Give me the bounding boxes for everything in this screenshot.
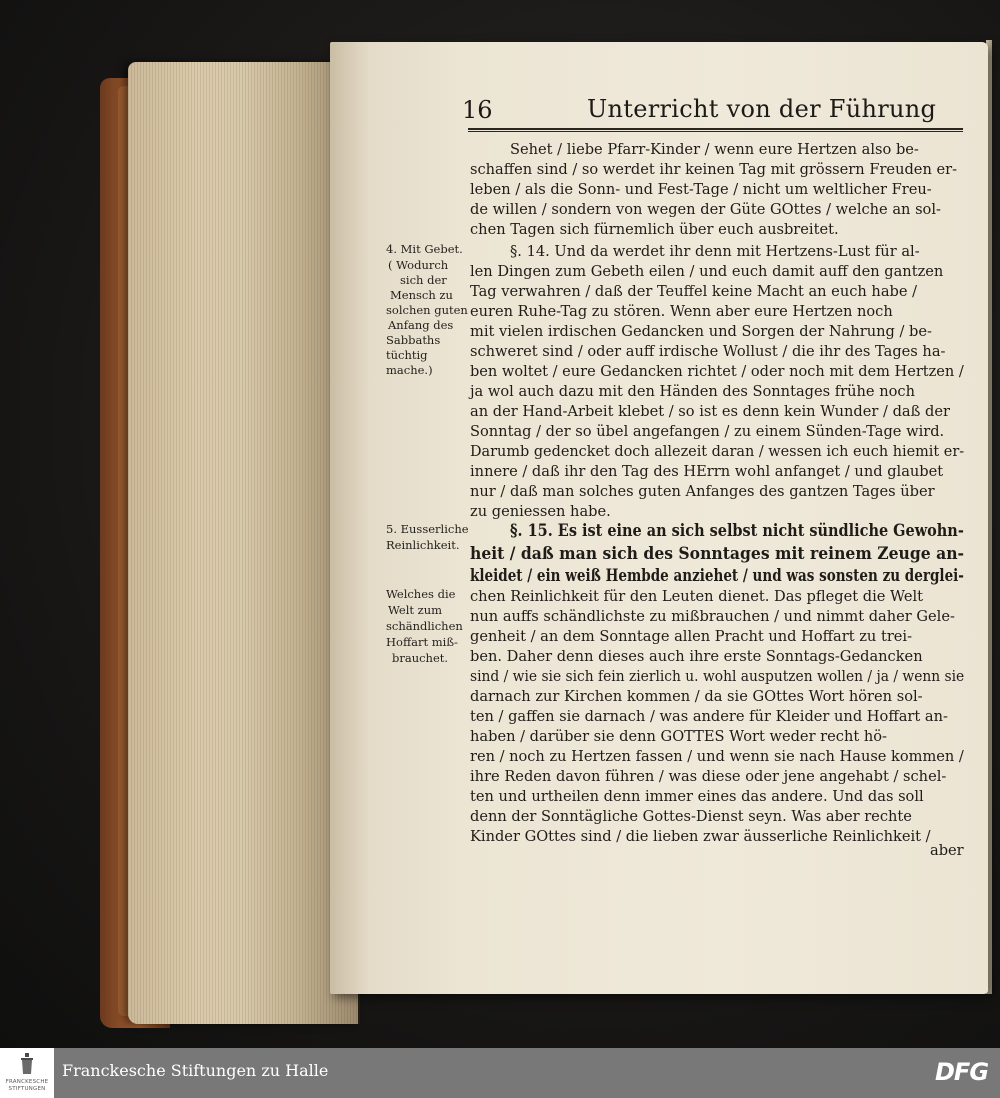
- margin-note: tüchtig: [386, 348, 428, 362]
- body-line: nur / daß man solches guten Anfanges des gantzen Tages über: [470, 483, 935, 500]
- header-rule: [468, 128, 963, 130]
- body-line: Darumb gedencket doch allezeit daran / wessen ich euch hiemit er-: [470, 443, 965, 460]
- margin-note: ( Wodurch: [388, 258, 449, 272]
- margin-note: Mensch zu: [390, 288, 453, 302]
- institution-name-link[interactable]: Franckesche Stiftungen zu Halle: [62, 1061, 329, 1080]
- body-line: darnach zur Kirchen kommen / da sie GOttes Wort hören sol-: [470, 688, 923, 705]
- body-line: schweret sind / oder auff irdische Wollust / die ihr des Tages ha-: [470, 343, 946, 360]
- body-line: schaffen sind / so werdet ihr keinen Tag mit grössern Freuden er-: [470, 161, 958, 178]
- body-line: ren / noch zu Hertzen fassen / und wenn sie nach Hause kommen /: [470, 748, 964, 765]
- body-line: chen Tagen sich fürnemlich über euch ausbreitet.: [470, 221, 839, 238]
- body-line: nun auffs schändlichste zu mißbrauchen / und nimmt daher Gele-: [470, 608, 955, 625]
- body-line: ten und urtheilen denn immer eines das andere. Und das soll: [470, 788, 924, 805]
- francke-emblem-icon: [19, 1052, 35, 1076]
- margin-note: Hoffart miß-: [386, 635, 458, 649]
- body-line: ben. Daher denn dieses auch ihre erste Sonntags-Gedancken: [470, 648, 923, 665]
- body-line: innere / daß ihr den Tag des HErrn wohl anfanget / und glaubet: [470, 463, 944, 480]
- margin-note: brauchet.: [392, 651, 449, 665]
- body-line: Sehet / liebe Pfarr-Kinder / wenn eure Hertzen also be-: [510, 141, 919, 158]
- margin-note: Welt zum: [388, 603, 443, 617]
- margin-note: 5. Eusserliche: [386, 522, 469, 536]
- page-number: 16: [462, 96, 493, 124]
- dfg-logo[interactable]: DFG: [935, 1058, 989, 1086]
- body-line: Tag verwahren / daß der Teuffel keine Macht an euch habe /: [470, 283, 918, 300]
- body-line: ten / gaffen sie darnach / was andere für Kleider und Hoffart an-: [470, 708, 948, 725]
- body-line: denn der Sonntägliche Gottes-Dienst seyn. Was aber rechte: [470, 808, 912, 825]
- body-line: heit / daß man sich des Sonntages mit reinem Zeuge an-: [470, 543, 965, 563]
- body-line: chen Reinlichkeit für den Leuten dienet. Das pfleget die Welt: [470, 588, 924, 605]
- body-line: ben woltet / eure Gedancken richtet / oder noch mit dem Hertzen /: [470, 363, 964, 380]
- body-line: an der Hand-Arbeit klebet / so ist es denn kein Wunder / daß der: [470, 403, 950, 420]
- margin-note: sich der: [400, 273, 447, 287]
- body-line: leben / als die Sonn- und Fest-Tage / nicht um weltlicher Freu-: [470, 181, 932, 198]
- margin-note: schändlichen: [386, 619, 463, 633]
- header-rule-thin: [468, 131, 963, 132]
- body-line: kleidet / ein weiß Hembde anziehet / und was sonsten zu derglei-: [470, 565, 964, 585]
- body-line: §. 15. Es ist eine an sich selbst nicht sündliche Gewohn-: [510, 520, 964, 540]
- institution-logo[interactable]: [0, 1048, 54, 1098]
- body-line: zu geniessen habe.: [470, 503, 611, 520]
- body-line: §. 14. Und da werdet ihr denn mit Hertzens-Lust für al-: [510, 243, 920, 260]
- margin-note: Sabbaths: [386, 333, 441, 347]
- body-line: de willen / sondern von wegen der Güte GOttes / welche an sol-: [470, 201, 941, 218]
- body-line: ja wol auch dazu mit den Händen des Sonntages frühe noch: [470, 383, 915, 400]
- logo-caption: FRANCKESCHE STIFTUNGEN: [5, 1079, 49, 1092]
- body-line: genheit / an dem Sonntage allen Pracht und Hoffart zu trei-: [470, 628, 913, 645]
- body-line: ihre Reden davon führen / was diese oder jene angehabt / schel-: [470, 768, 947, 785]
- body-line: Kinder GOttes sind / die lieben zwar äusserliche Reinlichkeit /: [470, 828, 931, 845]
- body-line: len Dingen zum Gebeth eilen / und euch damit auff den gantzen: [470, 263, 944, 280]
- body-line: euren Ruhe-Tag zu stören. Wenn aber eure Hertzen noch: [470, 303, 893, 320]
- catchword: aber: [930, 842, 964, 859]
- margin-note: Reinlichkeit.: [386, 538, 460, 552]
- body-line: haben / darüber sie denn GOTTES Wort weder recht hö-: [470, 728, 887, 745]
- margin-note: Anfang des: [388, 318, 454, 332]
- footer-bar: [0, 1048, 1000, 1098]
- margin-note: Welches die: [386, 587, 456, 601]
- body-line: mit vielen irdischen Gedancken und Sorgen der Nahrung / be-: [470, 323, 932, 340]
- margin-note: solchen guten: [386, 303, 468, 317]
- margin-note: 4. Mit Gebet.: [386, 242, 463, 256]
- body-line: Sonntag / der so übel angefangen / zu einem Sünden-Tage wird.: [470, 423, 945, 440]
- running-head: Unterricht von der Führung: [587, 95, 937, 123]
- body-line: sind / wie sie sich fein zierlich u. wohl ausputzen wollen / ja / wenn sie: [470, 668, 965, 685]
- margin-note: mache.): [386, 363, 433, 377]
